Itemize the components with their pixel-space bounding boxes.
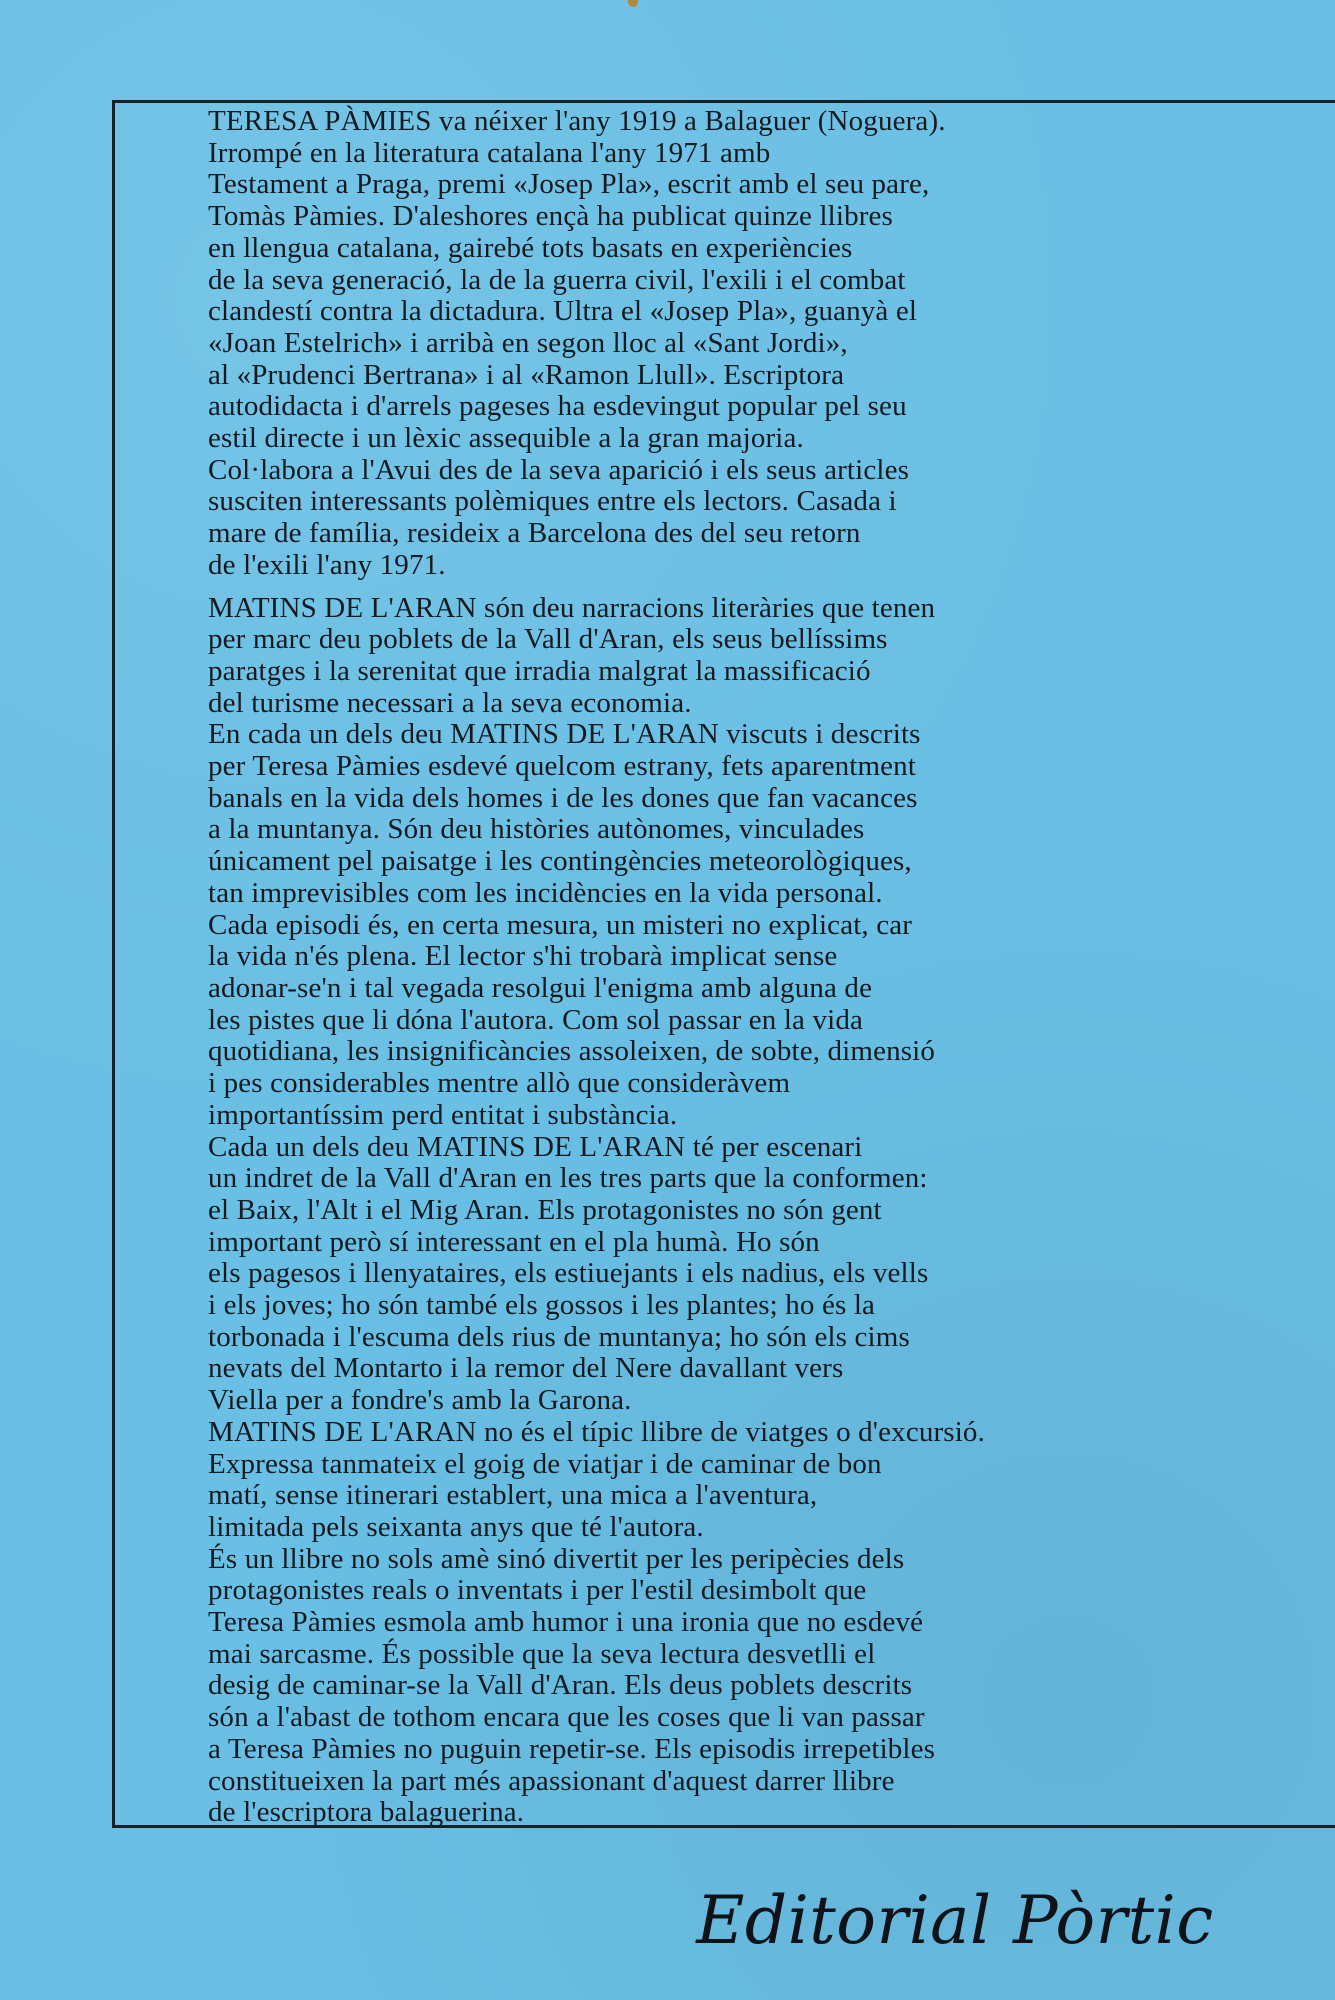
description-text-line: constitueixen la part més apassionant d'aquest darrer llibre <box>208 1764 895 1797</box>
description-text-line: protagonistes reals o inventats i per l'estil desimbolt que <box>208 1574 867 1607</box>
description-text-line: importantíssim perd entitat i substància. <box>208 1098 678 1131</box>
bio-text-line: estil directe i un lèxic assequible a la gran majoria. <box>208 422 804 455</box>
back-cover-text <box>208 106 1223 1829</box>
description-text-line: a Teresa Pàmies no puguin repetir-se. Els episodis irrepetibles <box>208 1732 936 1765</box>
description-text-line: Cada un dels deu MATINS DE L'ARAN té per escenari <box>208 1130 863 1163</box>
description-text-line: de l'escriptora balaguerina. <box>208 1796 525 1829</box>
description-text-line: important però sí interessant en el pla humà. Ho són <box>208 1225 820 1258</box>
description-text-line: únicament pel paisatge i les contingències meteorològiques, <box>208 845 912 878</box>
description-text-line: desig de caminar-se la Vall d'Aran. Els deus poblets descrits <box>208 1669 913 1702</box>
bio-text-line: de l'exili l'any 1971. <box>208 548 446 581</box>
description-text-line: torbonada i l'escuma dels rius de muntanya; ho són els cims <box>208 1320 910 1353</box>
bio-text-line: Tomàs Pàmies. D'aleshores ençà ha publicat quinze llibres <box>208 200 893 233</box>
book-description <box>208 593 1223 1829</box>
description-text-line: un indret de la Vall d'Aran en les tres parts que la conformen: <box>208 1162 928 1195</box>
description-text-line: Expressa tanmateix el goig de viatjar i de caminar de bon <box>208 1447 882 1480</box>
description-text-line: a la muntanya. Són deu històries autònomes, vinculades <box>208 813 865 846</box>
bio-text-line: Testament a Praga, premi «Josep Pla», escrit amb el seu pare, <box>208 168 930 201</box>
description-text-line: Viella per a fondre's amb la Garona. <box>208 1384 632 1417</box>
description-text-line: adonar-se'n i tal vegada resolgui l'enigma amb alguna de <box>208 971 873 1004</box>
description-text-line: banals en la vida dels homes i de les dones que fan vacances <box>208 781 918 814</box>
description-text-line: i pes considerables mentre allò que consideràvem <box>208 1067 791 1100</box>
bio-text-line: de la seva generació, la de la guerra civil, l'exili i el combat <box>208 263 906 296</box>
description-text-line: paratges i la serenitat que irradia malgrat la massificació <box>208 654 871 687</box>
bio-text-line: susciten interessants polèmiques entre els lectors. Casada i <box>208 485 897 518</box>
description-text-line: És un llibre no sols amè sinó divertit per les peripècies dels <box>208 1542 905 1575</box>
description-text-line: limitada pels seixanta anys que té l'autora. <box>208 1510 704 1543</box>
binding-mark <box>628 0 638 7</box>
author-bio <box>208 106 1223 582</box>
bio-text-line: TERESA PÀMIES va néixer l'any 1919 a Balaguer (Noguera). <box>208 105 946 137</box>
bio-text-line: clandestí contra la dictadura. Ultra el «Josep Pla», guanyà el <box>208 295 918 328</box>
description-text-line: MATINS DE L'ARAN no és el típic llibre de viatges o d'excursió. <box>208 1415 985 1448</box>
description-text-line: la vida n'és plena. El lector s'hi trobarà implicat sense <box>208 940 838 973</box>
description-text-line: mai sarcasme. És possible que la seva lectura desvetlli el <box>208 1637 876 1670</box>
description-text-line: En cada un dels deu MATINS DE L'ARAN viscuts i descrits <box>208 718 921 751</box>
description-text-line: són a l'abast de tothom encara que les coses que li van passar <box>208 1701 925 1734</box>
description-text-line: matí, sense itinerari establert, una mica a l'aventura, <box>208 1479 818 1512</box>
description-text-line: les pistes que li dóna l'autora. Com sol passar en la vida <box>208 1003 864 1036</box>
bio-text-line: Col·labora a l'Avui des de la seva aparició i els seus articles <box>208 453 910 486</box>
description-text-line: per Teresa Pàmies esdevé quelcom estrany, fets aparentment <box>208 750 917 783</box>
description-text-line: Cada episodi és, en certa mesura, un misteri no explicat, car <box>208 908 913 941</box>
description-text-line: per marc deu poblets de la Vall d'Aran, els seus bellíssims <box>208 623 888 656</box>
description-text-line: MATINS DE L'ARAN són deu narracions literàries que tenen <box>208 591 936 624</box>
description-text-line: el Baix, l'Alt i el Mig Aran. Els protagonistes no són gent <box>208 1193 882 1226</box>
description-text-line: del turisme necessari a la seva economia. <box>208 686 692 719</box>
paragraph-gap <box>208 582 1223 593</box>
bio-text-line: autodidacta i d'arrels pageses ha esdevingut popular pel seu <box>208 390 907 423</box>
bio-text-line: mare de família, resideix a Barcelona des del seu retorn <box>208 517 861 550</box>
bio-text-line: «Joan Estelrich» i arribà en segon lloc al «Sant Jordi», <box>208 326 848 359</box>
bio-text-line: en llengua catalana, gairebé tots basats en experiències <box>208 231 853 264</box>
bio-text-line: Irrompé en la literatura catalana l'any 1971 amb <box>208 136 771 169</box>
description-text-line: nevats del Montarto i la remor del Nere davallant vers <box>208 1352 844 1385</box>
description-text-line: Teresa Pàmies esmola amb humor i una ironia que no esdevé <box>208 1606 924 1639</box>
description-text-line: els pagesos i llenyataires, els estiuejants i els nadius, els vells <box>208 1257 929 1290</box>
bio-text-line: al «Prudenci Bertrana» i al «Ramon Llull». Escriptora <box>208 358 845 391</box>
description-text-line: i els joves; ho són també els gossos i les plantes; ho és la <box>208 1289 876 1322</box>
publisher-logo: Editorial Pòrtic <box>696 1882 1214 1959</box>
description-text-line: tan imprevisibles com les incidències en la vida personal. <box>208 876 883 909</box>
description-text-line: quotidiana, les insignificàncies assoleixen, de sobte, dimensió <box>208 1035 936 1068</box>
